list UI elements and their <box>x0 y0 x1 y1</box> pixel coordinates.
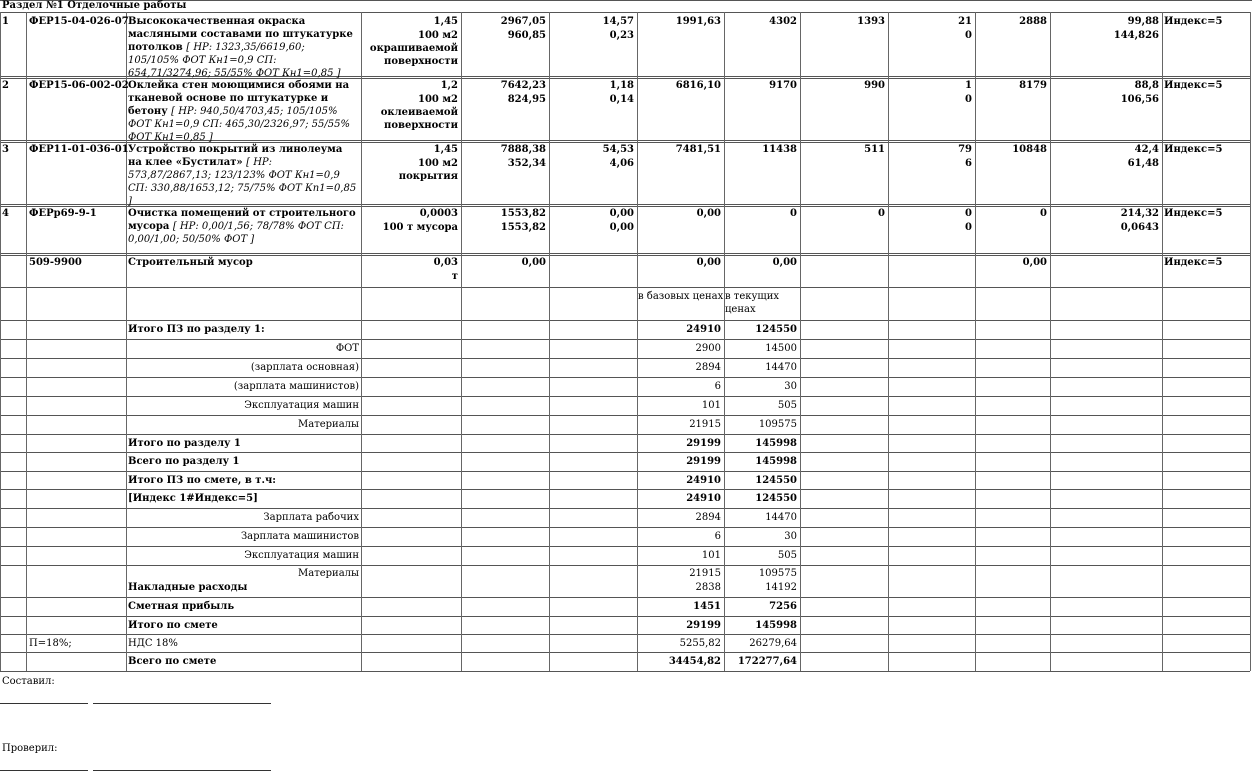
row-total-base: 7481,51 <box>675 144 721 155</box>
row-total-current: 4302 <box>769 16 797 27</box>
row-col-b: 79 <box>958 144 972 155</box>
row-col-b: 1 <box>965 80 972 91</box>
header-base-prices: в базовых ценах <box>638 291 724 302</box>
column-rule <box>126 12 127 671</box>
row-description <box>128 256 358 269</box>
column-rule <box>1162 12 1163 671</box>
summary-label: Итого ПЗ по разделу 1: <box>128 324 265 335</box>
row-description <box>128 79 358 144</box>
overhead-label: Накладные расходы <box>128 582 248 593</box>
row-description-title: Устройство покрытий из линолеума на клее «Бустилат» <box>128 144 343 168</box>
checked-signature-line <box>0 770 88 771</box>
total-current: 172277,64 <box>737 656 797 667</box>
row-labour: 14,57 <box>602 16 634 27</box>
table-rule <box>0 358 1250 359</box>
table-rule <box>0 0 1252 1</box>
summary-base: 29199 <box>686 456 721 467</box>
column-rule <box>888 12 889 671</box>
column-rule <box>1250 12 1251 671</box>
row-col-b-2: 0 <box>965 30 972 41</box>
row-code: ФЕР15-06-002-02 <box>29 80 129 91</box>
overhead-base: 2838 <box>695 582 721 593</box>
summary-base: 21915 <box>689 419 721 430</box>
row-col-c: 2888 <box>1019 16 1047 27</box>
table-rule <box>0 546 1250 547</box>
row-description-title: Строительный мусор <box>128 257 253 268</box>
checked-label: Проверил: <box>2 743 58 754</box>
row-total-current: 9170 <box>769 80 797 91</box>
summary-current: 124550 <box>755 324 797 335</box>
total-current: 26279,64 <box>749 638 797 649</box>
row-description-note: [ НР: 0,00/1,56; 78/78% ФОТ СП: 0,00/1,00; 50/50% ФОТ ] <box>128 221 344 245</box>
row-qty-value: 1,45 <box>433 144 458 155</box>
summary-label: Зарплата машинистов <box>240 531 359 542</box>
summary-current: 124550 <box>755 475 797 486</box>
column-rule <box>724 12 725 671</box>
summary-base: 101 <box>701 400 721 411</box>
column-rule <box>637 12 638 671</box>
row-labour-2: 0,00 <box>609 222 634 233</box>
row-qty-unit: т <box>451 271 458 282</box>
row-col-d-2: 106,56 <box>1120 94 1159 105</box>
summary-label: (зарплата основная) <box>250 362 359 373</box>
row-unit-cost: 1553,82 <box>500 208 546 219</box>
summary-base: 2894 <box>695 362 721 373</box>
table-rule <box>0 320 1250 321</box>
materials-current: 109575 <box>758 568 797 579</box>
row-col-d: 99,88 <box>1127 16 1159 27</box>
row-unit-cost: 7888,38 <box>500 144 546 155</box>
summary-base: 2900 <box>695 343 721 354</box>
summary-current: 145998 <box>755 456 797 467</box>
row-number: 4 <box>2 208 9 219</box>
summary-label: Материалы <box>298 419 359 430</box>
row-col-c: 0,00 <box>1022 257 1047 268</box>
compiled-signature-line <box>0 703 88 704</box>
row-col-d: 88,8 <box>1134 80 1159 91</box>
row-col-b-2: 0 <box>965 222 972 233</box>
row-col-c: 0 <box>1040 208 1047 219</box>
table-rule <box>0 489 1250 490</box>
summary-base: 101 <box>701 550 721 561</box>
row-unit-cost: 0,00 <box>521 257 546 268</box>
column-rule <box>800 12 801 671</box>
row-col-b-2: 6 <box>965 158 972 169</box>
summary-current: 30 <box>784 531 797 542</box>
row-description-note: [ НР: 940,50/4703,45; 105/105% ФОТ Кн1=0,9 СП: 465,30/2326,97; 55/55% ФОТ Кн1=0,85 ] <box>128 106 350 143</box>
row-labour: 0,00 <box>609 208 634 219</box>
row-col-b-2: 0 <box>965 94 972 105</box>
row-description-note: [ НР: 573,87/2867,13; 123/123% ФОТ Кн1=0,9 СП: 330,88/1653,12; 75/75% ФОТ Кп1=0,85 ] <box>128 157 357 207</box>
row-col-a: 0 <box>878 208 885 219</box>
summary-base: 6 <box>714 531 721 542</box>
row-unit-cost-2: 1553,82 <box>500 222 546 233</box>
row-col-c: 10848 <box>1012 144 1047 155</box>
row-qty-unit: 100 м2 оклеиваемой поверхности <box>380 94 458 131</box>
row-unit-cost-2: 824,95 <box>507 94 546 105</box>
summary-base: 29199 <box>686 438 721 449</box>
row-index: Индекс=5 <box>1164 257 1223 268</box>
total-base: 34454,82 <box>668 656 721 667</box>
row-description <box>128 207 358 246</box>
section-title: Раздел №1 Отделочные работы <box>2 0 187 11</box>
summary-current: 505 <box>777 550 797 561</box>
table-rule <box>0 652 1250 653</box>
summary-label: ФОТ <box>335 343 359 354</box>
overhead-current: 14192 <box>765 582 797 593</box>
table-rule <box>0 616 1250 617</box>
row-unit-cost-2: 960,85 <box>507 30 546 41</box>
row-labour: 54,53 <box>602 144 634 155</box>
table-rule <box>0 565 1250 566</box>
row-unit-cost: 7642,23 <box>500 80 546 91</box>
row-number: 3 <box>2 144 9 155</box>
table-rule <box>0 415 1250 416</box>
summary-base: 24910 <box>686 493 721 504</box>
summary-current: 109575 <box>758 419 797 430</box>
row-labour-2: 0,23 <box>609 30 634 41</box>
row-labour: 1,18 <box>609 80 634 91</box>
summary-current: 124550 <box>755 493 797 504</box>
table-rule <box>0 508 1250 509</box>
table-rule <box>0 597 1250 598</box>
row-index: Индекс=5 <box>1164 208 1223 219</box>
table-rule <box>0 339 1250 340</box>
table-rule <box>0 634 1250 635</box>
table-rule <box>0 377 1250 378</box>
row-qty-value: 1,45 <box>433 16 458 27</box>
column-rule <box>26 12 27 671</box>
row-total-current: 0 <box>790 208 797 219</box>
summary-label: [Индекс 1#Индекс=5] <box>128 493 258 504</box>
total-prefix: П=18%; <box>29 638 72 649</box>
header-current-prices: в текущих ценах <box>725 291 779 315</box>
row-description <box>128 143 358 208</box>
compiled-name-line <box>93 703 271 704</box>
column-rule <box>0 12 1 671</box>
total-label: Всего по смете <box>128 656 217 667</box>
checked-name-line <box>93 770 271 771</box>
summary-current: 14500 <box>765 343 797 354</box>
row-col-d: 214,32 <box>1120 208 1159 219</box>
table-rule <box>0 452 1250 453</box>
summary-label: Всего по разделу 1 <box>128 456 240 467</box>
row-col-d-2: 61,48 <box>1127 158 1159 169</box>
summary-base: 24910 <box>686 475 721 486</box>
row-description-title: Оклейка стен моющимися обоями на тканевой основе по штукатурке и бетону <box>128 80 350 117</box>
materials-base: 21915 <box>689 568 721 579</box>
row-col-a: 1393 <box>857 16 885 27</box>
row-labour-2: 0,14 <box>609 94 634 105</box>
row-total-base: 0,00 <box>696 257 721 268</box>
row-total-base: 0,00 <box>696 208 721 219</box>
row-total-current: 0,00 <box>772 257 797 268</box>
total-current: 145998 <box>755 620 797 631</box>
column-rule <box>361 12 362 671</box>
table-rule <box>0 396 1250 397</box>
row-description-title: Очистка помещений от строительного мусора <box>128 208 356 232</box>
total-label: НДС 18% <box>128 638 178 649</box>
row-total-current: 11438 <box>762 144 797 155</box>
row-total-base: 1991,63 <box>675 16 721 27</box>
row-qty-unit: 100 м2 окрашиваемой поверхности <box>369 30 458 67</box>
total-base: 29199 <box>686 620 721 631</box>
summary-current: 14470 <box>765 362 797 373</box>
summary-label: Итого по разделу 1 <box>128 438 241 449</box>
row-labour-2: 4,06 <box>609 158 634 169</box>
total-label: Сметная прибыль <box>128 601 235 612</box>
row-index: Индекс=5 <box>1164 144 1223 155</box>
row-qty-value: 0,0003 <box>419 208 458 219</box>
total-base: 1451 <box>693 601 721 612</box>
summary-label: Итого ПЗ по смете, в т.ч: <box>128 475 276 486</box>
column-rule <box>975 12 976 671</box>
row-col-b: 21 <box>958 16 972 27</box>
row-qty-unit: 100 м2 покрытия <box>398 158 458 182</box>
table-rule <box>0 671 1250 672</box>
column-rule <box>549 12 550 671</box>
row-col-d-2: 0,0643 <box>1120 222 1159 233</box>
row-description-note: [ НР: 1323,35/6619,60; 105/105% ФОТ Кн1=0,9 СП: 654,71/3274,96; 55/55% ФОТ Кн1=0,85 ] <box>128 42 341 79</box>
summary-label: Эксплуатация машин <box>244 550 359 561</box>
summary-current: 30 <box>784 381 797 392</box>
summary-base: 2894 <box>695 512 721 523</box>
row-total-base: 6816,10 <box>675 80 721 91</box>
row-description-title: Высококачественная окраска масляными составами по штукатурке потолков <box>128 16 353 53</box>
summary-current: 14470 <box>765 512 797 523</box>
total-current: 7256 <box>769 601 797 612</box>
total-base: 5255,82 <box>679 638 721 649</box>
row-description <box>128 15 358 80</box>
row-qty-value: 1,2 <box>440 80 458 91</box>
total-label: Итого по смете <box>128 620 218 631</box>
row-col-c: 8179 <box>1019 80 1047 91</box>
summary-base: 6 <box>714 381 721 392</box>
table-rule <box>0 287 1250 288</box>
table-rule <box>0 527 1250 528</box>
table-rule <box>0 471 1250 472</box>
row-col-d-2: 144,826 <box>1113 30 1159 41</box>
column-rule <box>461 12 462 671</box>
materials-label: Материалы <box>298 568 359 579</box>
row-number: 1 <box>2 16 9 27</box>
row-col-a: 511 <box>864 144 885 155</box>
row-index: Индекс=5 <box>1164 80 1223 91</box>
table-rule <box>0 434 1250 435</box>
row-unit-cost-2: 352,34 <box>507 158 546 169</box>
summary-base: 24910 <box>686 324 721 335</box>
row-code: ФЕР11-01-036-01 <box>29 144 129 155</box>
row-index: Индекс=5 <box>1164 16 1223 27</box>
summary-label: Зарплата рабочих <box>263 512 359 523</box>
summary-current: 505 <box>777 400 797 411</box>
row-col-b: 0 <box>965 208 972 219</box>
row-col-a: 990 <box>864 80 885 91</box>
summary-label: (зарплата машинистов) <box>233 381 359 392</box>
row-code: ФЕР15-04-026-07 <box>29 16 129 27</box>
row-col-d: 42,4 <box>1134 144 1159 155</box>
table-rule <box>0 12 1250 13</box>
row-code: ФЕРр69-9-1 <box>29 208 97 219</box>
row-number: 2 <box>2 80 9 91</box>
row-qty-unit: 100 т мусора <box>382 222 458 233</box>
row-qty-value: 0,03 <box>433 257 458 268</box>
row-code: 509-9900 <box>29 257 82 268</box>
summary-current: 145998 <box>755 438 797 449</box>
row-unit-cost: 2967,05 <box>500 16 546 27</box>
summary-label: Эксплуатация машин <box>244 400 359 411</box>
column-rule <box>1050 12 1051 671</box>
compiled-label: Составил: <box>2 676 55 687</box>
